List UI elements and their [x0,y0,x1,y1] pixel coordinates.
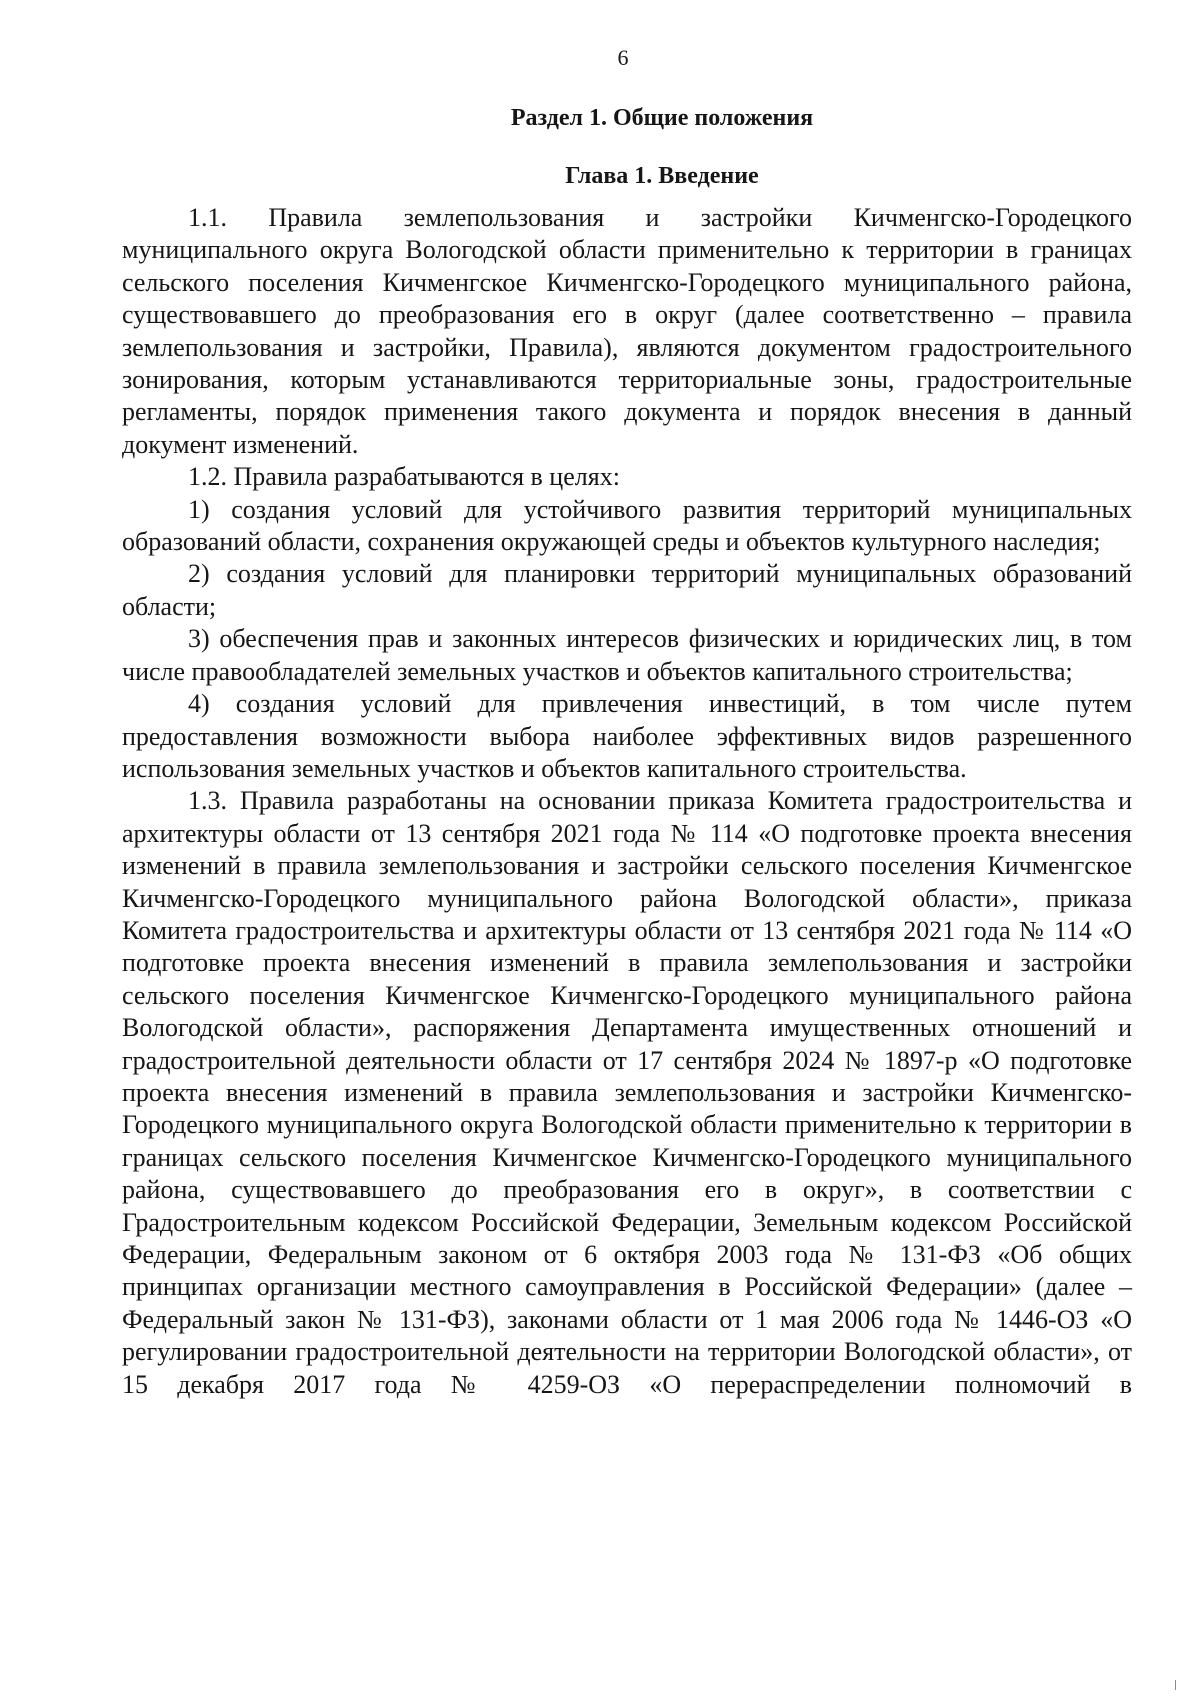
list-item-4: 4) создания условий для привлечения инвестиций, в том числе путем предоставления возможности выбора наиболее эффективных видов разрешенного использования земельных участков и объектов капитального строительства. [122,689,1132,783]
list-item-3: 3) обеспечения прав и законных интересов физических и юридических лиц, в том числе правообладателей земельных участков и объектов капитального строительства; [122,624,1132,686]
paragraph-1-2: 1.2. Правила разрабатываются в целях: [188,462,620,492]
document-body [122,202,1132,1401]
list-item-2: 2) создания условий для планировки территорий муниципальных образований области; [122,559,1132,621]
paragraph-1-1: 1.1. Правила землепользования и застройки Кичменгско-Городецкого муниципального округа Вологодской области применительно к территории в границах сельского поселения Кичменгское Кичменгско-Городецкого муниципального района, существовавшего до преобразования его в округ (далее соответственно – правила землепользования и застройки, Правила), являются документом градостроительного зонирования, которым устанавливаются территориальные зоны, градостроительные регламенты, порядок применения такого документа и порядок внесения в данный документ изменений. [122,203,1132,459]
paragraph-1-3: 1.3. Правила разработаны на основании приказа Комитета градостроительства и архитектуры области от 13 сентября 2021 года № 114 «О подготовке проекта внесения изменений в правила землепользования и застройки сельского поселения Кичменгское Кичменгско-Городецкого муниципального района Вологодской области», приказа Комитета градостроительства и архитектуры области от 13 сентября 2021 года № 114 «О подготовке проекта внесения изменений в правила землепользования и застройки сельского поселения Кичменгское Кичменгско-Городецкого муниципального района Вологодской области», распоряжения Департамента имущественных отношений и градостроительной деятельности области от 17 сентября 2024 № 1897-р «О подготовке проекта внесения изменений в правила землепользования и застройки Кичменгско-Городецкого муниципального округа Вологодской области применительно к территории в границах сельского поселения Кичменгское Кичменгско-Городецкого муниципального района, существовавшего до преобразования его в округ», в соответствии с Градостроительным кодексом Российской Федерации, Земельным кодексом Российской Федерации, Федеральным законом от 6 октября 2003 года № 131-ФЗ «Об общих принципах организации местного самоуправления в Российской Федерации» (далее – Федеральный закон № 131-ФЗ), законами области от 1 мая 2006 года № 1446-ОЗ «О регулировании градостроительной деятельности на территории Вологодской области», от 15 декабря 2017 года № 4259-ОЗ «О перераспределении полномочий в [122,786,1132,1399]
list-item-1: 1) создания условий для устойчивого развития территорий муниципальных образований области, сохранения окружающей среды и объектов культурного наследия; [122,494,1132,557]
section-title: Раздел 1. Общие положения [510,105,814,131]
chapter-title: Глава 1. Введение [565,163,759,189]
page-number: 6 [617,45,629,70]
scan-mark [1175,1680,1176,1690]
